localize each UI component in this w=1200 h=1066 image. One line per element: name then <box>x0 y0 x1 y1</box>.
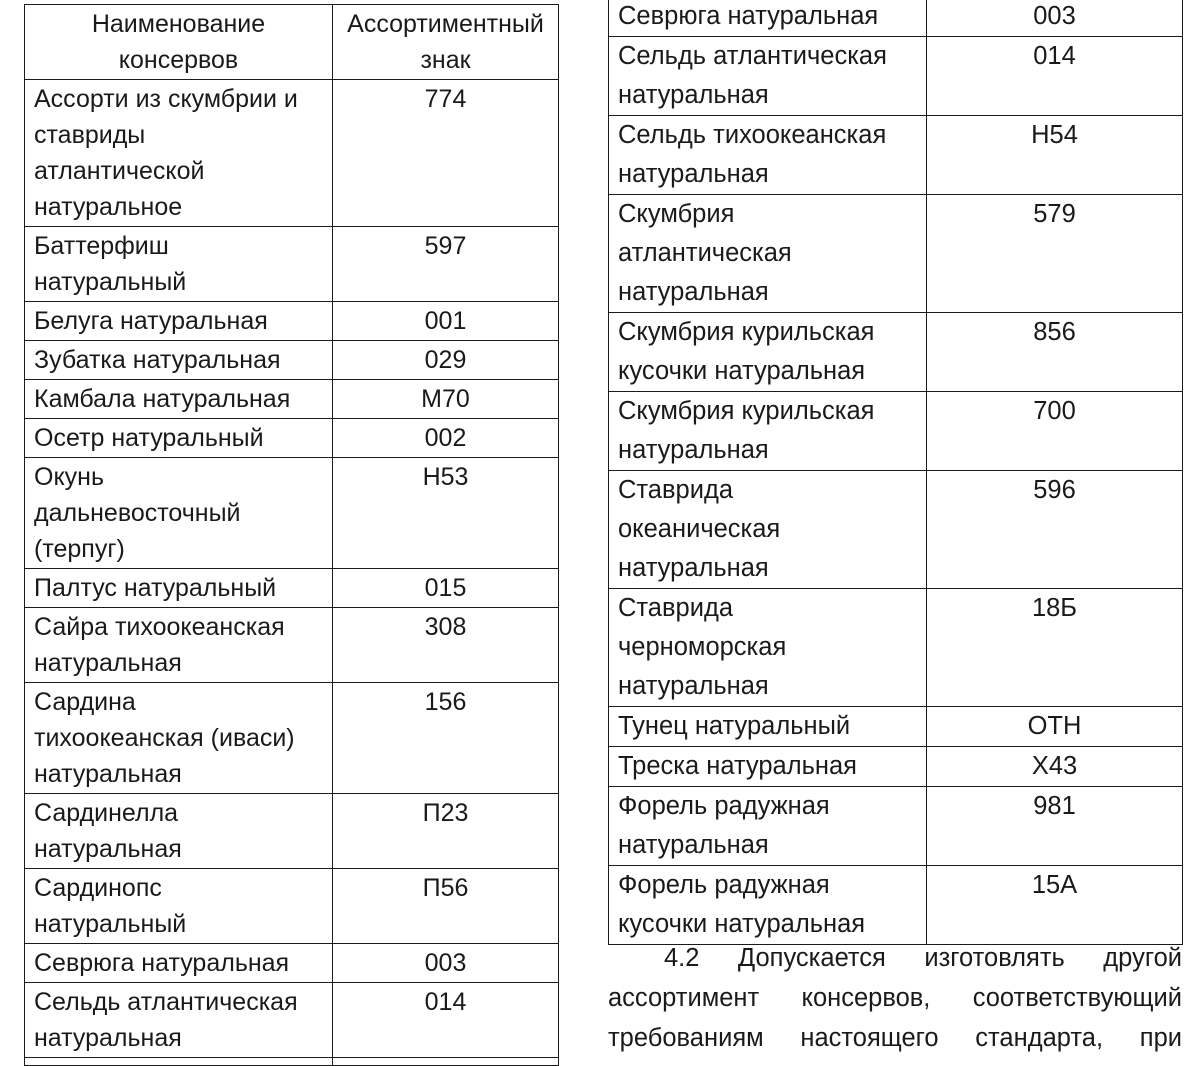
assortment-code: 001 <box>333 302 559 341</box>
name-line: натуральная <box>34 760 182 788</box>
canned-fish-name <box>609 195 927 313</box>
name-line: (терпуг) <box>34 535 125 563</box>
canned-fish-name <box>609 37 927 116</box>
canned-fish-name <box>25 380 333 419</box>
name-line: Ставрида <box>618 476 734 504</box>
header-name-line: консервов <box>118 46 239 74</box>
assortment-code: 308 <box>333 608 559 683</box>
name-line: Сардина <box>34 688 136 716</box>
table-row <box>25 458 559 569</box>
name-line: натуральная <box>618 554 769 582</box>
table-row <box>25 569 559 608</box>
name-line: натуральное <box>34 193 183 221</box>
right-assortment-table <box>608 0 1183 945</box>
name-line: Баттерфиш <box>34 232 169 260</box>
name-line: Сельдь атлантическая <box>34 988 298 1016</box>
assortment-code: 029 <box>333 341 559 380</box>
canned-fish-name <box>25 944 333 983</box>
assortment-code: 774 <box>333 80 559 227</box>
name-line: натуральная <box>34 835 182 863</box>
header-name <box>25 5 333 80</box>
canned-fish-name <box>25 794 333 869</box>
assortment-code: 856 <box>927 313 1183 392</box>
table-row <box>609 116 1183 195</box>
name-line: натуральная <box>618 831 769 859</box>
canned-fish-name <box>25 983 333 1058</box>
canned-fish-name <box>609 471 927 589</box>
canned-fish-name <box>609 116 927 195</box>
name-line: Сельдь тихоокеанская <box>618 121 887 149</box>
table-row <box>609 471 1183 589</box>
table-row <box>25 608 559 683</box>
canned-fish-name <box>25 80 333 227</box>
name-line: натуральная <box>34 1024 182 1052</box>
table-row <box>609 313 1183 392</box>
name-line: Форель радужная <box>618 792 830 820</box>
canned-fish-name <box>25 608 333 683</box>
table-row <box>25 869 559 944</box>
table-row <box>25 80 559 227</box>
paragraph-4-2 <box>608 938 1182 1058</box>
name-line: натуральная <box>618 81 769 109</box>
header-code-line: знак <box>420 46 471 74</box>
name-line: Форель радужная <box>618 871 830 899</box>
table-row <box>25 944 559 983</box>
name-line: Сардинелла <box>34 799 179 827</box>
name-line: черноморская <box>618 633 787 661</box>
table-row <box>25 419 559 458</box>
table-row <box>25 341 559 380</box>
name-line: атлантической <box>34 157 205 185</box>
canned-fish-name <box>609 392 927 471</box>
name-line: дальневосточный <box>34 499 241 527</box>
canned-fish-name <box>25 341 333 380</box>
table-row <box>25 302 559 341</box>
name-line: тихоокеанская (иваси) <box>34 724 295 752</box>
assortment-code: Н54 <box>927 116 1183 195</box>
name-line: Зубатка натуральная <box>34 346 281 374</box>
table-row <box>25 227 559 302</box>
assortment-code: М70 <box>333 380 559 419</box>
assortment-code: Н53 <box>333 458 559 569</box>
name-line: Скумбрия курильская <box>618 318 875 346</box>
table-row <box>25 380 559 419</box>
assortment-code: 700 <box>927 392 1183 471</box>
table-row <box>25 794 559 869</box>
name-line: Ставрида <box>618 594 734 622</box>
name-line: Треска натуральная <box>618 752 857 780</box>
table-row <box>609 0 1183 37</box>
name-line: кусочки натуральная <box>618 357 866 385</box>
name-line: Сельдь атлантическая <box>618 42 887 70</box>
name-line: натуральная <box>34 649 182 677</box>
name-line: ставриды <box>34 121 146 149</box>
name-line: натуральная <box>618 436 769 464</box>
canned-fish-name <box>609 747 927 787</box>
paragraph-line: требованиям настоящего стандарта, при <box>608 1024 1182 1052</box>
assortment-code: 014 <box>927 37 1183 116</box>
name-line: натуральный <box>34 268 187 296</box>
header-name-line: Наименование <box>91 10 266 38</box>
table-row <box>609 707 1183 747</box>
name-line: Скумбрия курильская <box>618 397 875 425</box>
name-line: Камбала натуральная <box>34 385 291 413</box>
header-code <box>333 5 559 80</box>
table-row <box>25 683 559 794</box>
assortment-code: 596 <box>927 471 1183 589</box>
canned-fish-name <box>609 866 927 945</box>
canned-fish-name <box>609 787 927 866</box>
canned-fish-name <box>609 707 927 747</box>
name-line: Белуга натуральная <box>34 307 268 335</box>
name-line: Скумбрия <box>618 200 735 228</box>
table-row <box>609 866 1183 945</box>
table-header-row <box>25 5 559 80</box>
table-row <box>609 392 1183 471</box>
assortment-code: ОТН <box>927 707 1183 747</box>
cut-off-row <box>25 1058 559 1066</box>
canned-fish-name <box>25 683 333 794</box>
name-line: натуральная <box>618 278 769 306</box>
canned-fish-name <box>25 419 333 458</box>
table-row <box>609 589 1183 707</box>
name-line: Палтус натуральный <box>34 574 277 602</box>
assortment-code: 18Б <box>927 589 1183 707</box>
name-line: натуральный <box>34 910 187 938</box>
table-row <box>609 37 1183 116</box>
assortment-code: 15А <box>927 866 1183 945</box>
assortment-code: 156 <box>333 683 559 794</box>
name-line: Севрюга натуральная <box>618 2 879 30</box>
name-line: Окунь <box>34 463 104 491</box>
table-row <box>609 195 1183 313</box>
table-row <box>609 787 1183 866</box>
table-row <box>609 747 1183 787</box>
name-line: Осетр натуральный <box>34 424 264 452</box>
assortment-code: 579 <box>927 195 1183 313</box>
name-line: Сардинопс <box>34 874 162 902</box>
assortment-code: 015 <box>333 569 559 608</box>
canned-fish-name <box>25 569 333 608</box>
canned-fish-name <box>609 589 927 707</box>
paragraph-line: 4.2 Допускается изготовлять другой <box>664 944 1182 972</box>
canned-fish-name <box>25 869 333 944</box>
name-line: атлантическая <box>618 239 792 267</box>
name-line: Севрюга натуральная <box>34 949 290 977</box>
assortment-code: 002 <box>333 419 559 458</box>
name-line: натуральная <box>618 672 769 700</box>
canned-fish-name <box>25 302 333 341</box>
canned-fish-name <box>25 227 333 302</box>
name-line: океаническая <box>618 515 781 543</box>
name-line: натуральная <box>618 160 769 188</box>
assortment-code: П56 <box>333 869 559 944</box>
name-line: кусочки натуральная <box>618 910 866 938</box>
table-row <box>25 983 559 1058</box>
name-line: Сайра тихоокеанская <box>34 613 285 641</box>
paragraph-line: ассортимент консервов, соответствующий <box>608 984 1182 1012</box>
header-code-line: Ассортиментный <box>347 10 544 38</box>
canned-fish-name <box>609 0 927 37</box>
assortment-code: 014 <box>333 983 559 1058</box>
name-line: Ассорти из скумбрии и <box>34 85 298 113</box>
assortment-code: 003 <box>333 944 559 983</box>
canned-fish-name <box>25 458 333 569</box>
left-assortment-table <box>24 4 559 1066</box>
assortment-code: 981 <box>927 787 1183 866</box>
canned-fish-name <box>609 313 927 392</box>
assortment-code: 003 <box>927 0 1183 37</box>
name-line: Тунец натуральный <box>618 712 851 740</box>
assortment-code: 597 <box>333 227 559 302</box>
assortment-code: Х43 <box>927 747 1183 787</box>
assortment-code: П23 <box>333 794 559 869</box>
